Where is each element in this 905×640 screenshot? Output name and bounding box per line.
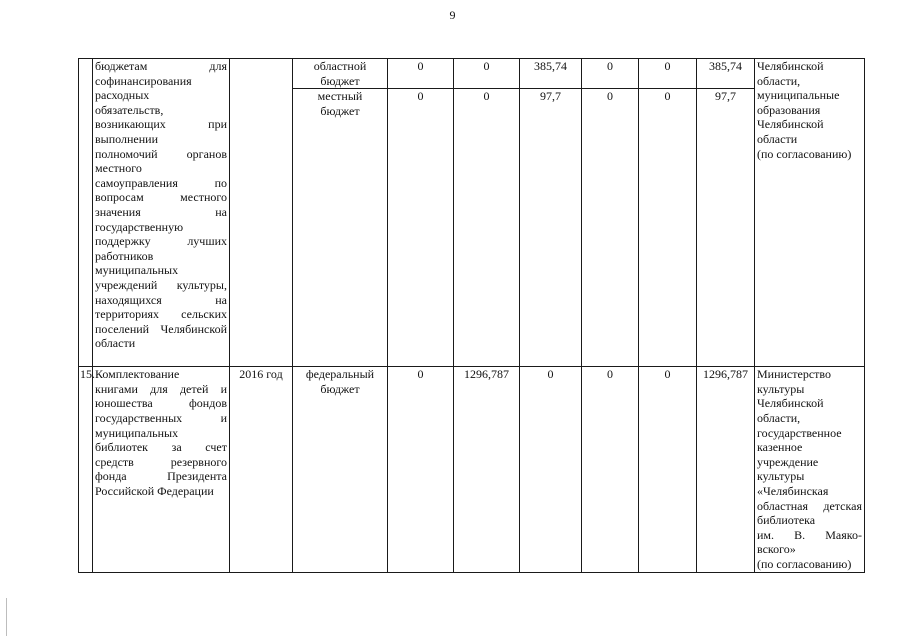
row-number-cell	[79, 367, 93, 572]
text-line: Комплектование	[95, 367, 180, 382]
text-line: учреждение	[757, 454, 819, 469]
text-line: «Челябинская	[757, 483, 829, 498]
text-line: местного	[95, 161, 142, 176]
text-line: софинансирования	[95, 73, 192, 88]
text-line: полномочий органов	[95, 146, 227, 161]
table-row	[79, 59, 865, 89]
source-line: бюджет	[320, 73, 360, 88]
value-cell: 385,74	[520, 59, 582, 89]
text-line: (по согласованию)	[757, 146, 852, 161]
text-line: культуры	[757, 381, 805, 396]
measures-table	[78, 58, 865, 573]
value-cell: 0	[388, 59, 454, 89]
measure-name-cell	[93, 367, 230, 572]
measure-name	[95, 59, 227, 351]
source-line: областной	[313, 59, 367, 73]
text-line: государственных и	[95, 410, 227, 425]
total-cell: 97,7	[697, 89, 755, 367]
text-line: муниципальных	[95, 263, 179, 278]
value-cell: 0	[388, 367, 454, 572]
value-cell: 0	[454, 59, 520, 89]
value-cell: 0	[582, 59, 639, 89]
text-line: Челябинской	[757, 59, 824, 73]
text-line: библиотек за счет	[95, 440, 227, 455]
text-line: (по согласованию)	[757, 556, 852, 571]
text-line: Челябинской	[757, 396, 824, 411]
table-body	[79, 59, 865, 573]
source-line: бюджет	[320, 103, 360, 118]
source-line: местный	[317, 89, 363, 104]
source-cell	[293, 59, 388, 89]
text-line: Челябинской	[757, 117, 824, 132]
text-line: им. В. Маяко-	[757, 527, 862, 542]
scan-margin-mark	[6, 598, 7, 636]
text-line: территориях сельских	[95, 307, 227, 322]
text-line: муниципальных	[95, 425, 179, 440]
page-number: 9	[449, 8, 456, 22]
text-line: расходных	[95, 88, 150, 103]
value-cell: 0	[582, 89, 639, 367]
source-line: федеральный	[305, 367, 375, 382]
value-cell: 0	[639, 89, 697, 367]
value-cell: 0	[388, 89, 454, 367]
measure-name	[95, 367, 227, 498]
text-line: вского»	[757, 542, 796, 557]
text-line: области	[95, 336, 136, 351]
value-cell: 1296,787	[454, 367, 520, 572]
date-cell	[230, 59, 293, 367]
funding-source	[295, 89, 385, 118]
text-line: Министерство	[757, 367, 831, 382]
text-line: библиотека	[757, 513, 816, 528]
text-line: области,	[757, 410, 801, 425]
text-line: возникающих при	[95, 117, 227, 132]
total-cell: 1296,787	[697, 367, 755, 572]
text-line: самоуправления по	[95, 175, 227, 190]
text-line: бюджетам для	[95, 59, 227, 73]
responsible-executor	[757, 367, 862, 571]
text-line: находящихся на	[95, 292, 227, 307]
responsible-cell	[755, 59, 865, 367]
value-cell: 0	[639, 59, 697, 89]
text-line: значения на	[95, 204, 227, 219]
value-cell: 0	[454, 89, 520, 367]
value-cell: 97,7	[520, 89, 582, 367]
responsible-cell	[755, 367, 865, 572]
text-line: поддержку лучших	[95, 234, 227, 249]
text-line: муниципальные	[757, 88, 840, 103]
text-line: казенное	[757, 440, 803, 455]
text-line: образования	[757, 102, 821, 117]
measure-date: 2016 год	[239, 367, 283, 382]
source-cell	[293, 89, 388, 367]
responsible-executor	[757, 59, 862, 161]
text-line: государственное	[757, 425, 842, 440]
funding-source	[295, 59, 385, 88]
source-line: бюджет	[320, 381, 360, 396]
text-line: фонда Президента	[95, 469, 227, 484]
date-cell	[230, 367, 293, 572]
text-line: книгами для детей и	[95, 381, 227, 396]
source-cell	[293, 367, 388, 572]
text-line: средств резервного	[95, 454, 227, 469]
measure-name-cell	[93, 59, 230, 367]
row-number: 15.	[80, 367, 95, 382]
row-number-cell	[79, 59, 93, 367]
table-row	[79, 367, 865, 572]
text-line: культуры	[757, 469, 805, 484]
value-cell: 0	[639, 367, 697, 572]
text-line: юношества фондов	[95, 396, 227, 411]
funding-source	[295, 367, 385, 396]
text-line: вопросам местного	[95, 190, 227, 205]
value-cell: 0	[582, 367, 639, 572]
text-line: области,	[757, 73, 801, 88]
text-line: учреждений культуры,	[95, 277, 227, 292]
text-line: области	[757, 131, 798, 146]
text-line: поселений Челябинской	[95, 321, 227, 336]
text-line: областная детская	[757, 498, 862, 513]
text-line: Российской Федерации	[95, 483, 214, 498]
text-line: работников	[95, 248, 154, 263]
text-line: обязательств,	[95, 102, 164, 117]
text-line: выполнении	[95, 131, 158, 146]
text-line: государственную	[95, 219, 184, 234]
total-cell: 385,74	[697, 59, 755, 89]
value-cell: 0	[520, 367, 582, 572]
